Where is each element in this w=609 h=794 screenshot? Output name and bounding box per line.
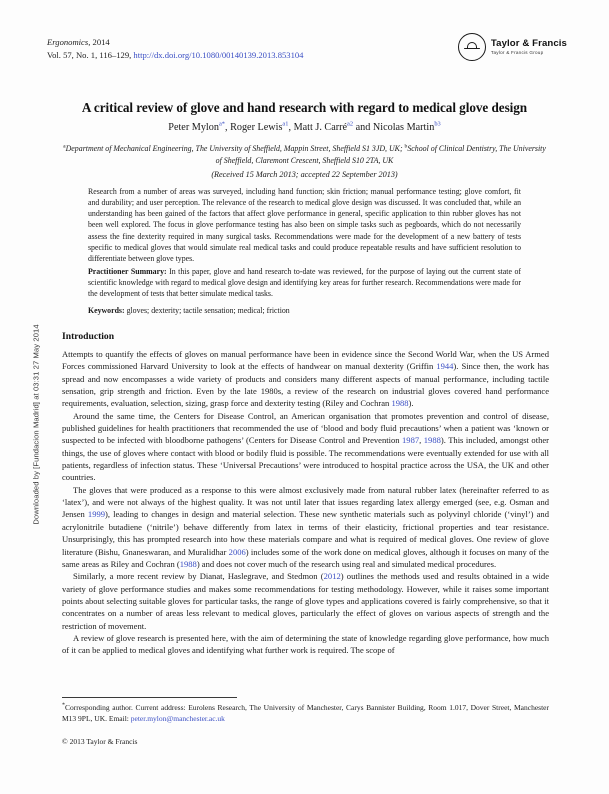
citation-link[interactable]: 1988 xyxy=(423,435,441,446)
citation-link[interactable]: 2012 xyxy=(323,571,341,582)
article-title: A critical review of glove and hand research with regard to medical glove design xyxy=(81,100,528,115)
author-affiliation-mark: a2 xyxy=(347,120,354,128)
body-paragraph: Attempts to quantify the effects of gloves on manual performance have been in evidence since the Second World War, when the US Armed Forces commissioned Harvard University to look at the effects of handwear on manual dexterity (Griffin 1944). Since then, the work has spread and now encompasses a wide variety of products and considers many different aspects of manual performance, including tactile sensation, grip strength and friction. Even by the late 1980s, a review of the research on industrial gloves covered hand performance requirements, evaluation, selection, sizing, grasp force and dexterity testing (Riley and Cochran 1988). xyxy=(62,349,549,409)
author-affiliation-mark: a* xyxy=(218,120,225,128)
copyright-line: © 2013 Taylor & Francis xyxy=(62,737,138,746)
citation-link[interactable]: 1988 xyxy=(391,398,409,409)
citation-link[interactable]: 1988 xyxy=(179,558,197,569)
author-name: Peter Mylon xyxy=(168,122,219,133)
doi-link[interactable]: http://dx.doi.org/10.1080/00140139.2013.853104 xyxy=(133,50,304,61)
journal-name: Ergonomics xyxy=(47,37,89,47)
introduction-body xyxy=(62,348,549,657)
abstract-text: Research from a number of areas was surveyed, including hand function; skin friction; manual performance testing; glove comfort, fit and durability; and user perception. The relevance of the research to medical glove design was discussed. It was concluded that, while an understanding has been gained of the factors that affect glove performance in general, specific application to thin rubber gloves has not been well explored. The focus in glove performance testing has also been on simple tasks such as pegboards, which do not necessarily assess the fine dexterity required in many surgical tasks. Recommendations were made for the development of a new battery of tests specific to medical gloves that would simulate real medical tasks and could produce repeatable results and have sufficient resolution to differentiate between glove types. xyxy=(88,187,521,263)
body-paragraph: The gloves that were produced as a response to this were almost exclusively made from natural rubber latex (hereinafter referred to as ‘latex’), and were not always of the highest quality. It was not until later that issues regarding latex allergy emerged (see, e.g. Osman and Jensen 1999), leading to changes in design and material selection. These new synthetic materials such as polyvinyl chloride (‘vinyl’) and acrylonitrile butadiene (‘nitrile’) behave differently from latex in terms of their elasticity, frictional properties and tear resistance. Unsurprisingly, this has prompted research into how these materials compare and what is required of medical gloves. One review of glove literature (Bishu, Gnaneswaran, and Muralidhar 2006) includes some of the work done on medical gloves, although it focuses on many of the same areas as Riley and Cochran (1988) and does not cover much of the research using real and simulated medical procedures. xyxy=(62,484,549,569)
author-name: Nicolas Martin xyxy=(372,122,435,133)
publisher-tagline: Taylor & Francis Group xyxy=(490,50,544,56)
keywords-text: gloves; dexterity; tactile sensation; medical; friction xyxy=(124,306,290,315)
abstract xyxy=(88,186,521,264)
journal-volume-line xyxy=(47,49,303,62)
publisher-wordmark xyxy=(491,39,567,56)
practitioner-summary xyxy=(88,266,521,299)
journal-year: , 2014 xyxy=(88,37,110,47)
affiliation-mark-a: a xyxy=(63,143,66,150)
affiliation-b: School of Clinical Dentistry, The University of Sheffield, Claremont Crescent, Sheffield S10 2TA, UK xyxy=(215,144,546,165)
download-stamp: Downloaded by [Fundacion Madrid] at 03:31 27 May 2014 xyxy=(31,324,41,525)
body-paragraph: A review of glove research is presented here, with the aim of determining the state of knowledge regarding glove performance, how much of it can be applied to medical gloves and identifying what further work is required. The scope of xyxy=(62,632,549,656)
journal-header xyxy=(47,36,303,62)
publisher-logo xyxy=(458,33,567,61)
author-affiliation-mark: a1 xyxy=(282,120,289,128)
journal-title-line xyxy=(47,36,303,49)
keywords xyxy=(88,305,521,316)
footnote-marker: * xyxy=(62,702,65,709)
taylor-francis-emblem-icon xyxy=(458,33,486,61)
author-name: Roger Lewis xyxy=(230,122,283,133)
citation-link[interactable]: 2006 xyxy=(228,546,246,557)
author-affiliation-mark: b3 xyxy=(434,120,441,128)
received-accepted-dates: (Received 15 March 2013; accepted 22 September 2013) xyxy=(211,170,398,179)
volume-issue-pages: Vol. 57, No. 1, 116–129, xyxy=(47,50,134,61)
practitioner-summary-label: Practitioner Summary: xyxy=(88,267,167,276)
corresponding-author-footnote xyxy=(62,703,549,725)
footnote-text: Corresponding author. Current address: Eurolens Research, The University of Manchester, Carys Bannister Building, Room 1.017, Dover Street, Manchester M13 9PL, UK. Email: xyxy=(62,703,549,723)
author-list: Peter Mylon$^{a*}$, Roger Lewis$^{a1}$, Matt J. Carré$^{a2}$ and Nicolas Martin$^{b3}$ xyxy=(168,120,441,133)
citation-link[interactable]: 1987 xyxy=(402,435,420,446)
section-heading-introduction: Introduction xyxy=(62,331,115,342)
publisher-name: Taylor & Francis xyxy=(490,37,567,49)
practitioner-summary-text: In this paper, glove and hand research to-date was reviewed, for the purpose of laying out the current state of scientific knowledge with regard to medical glove design and identifying key areas for further research. Recommendations were made for the development of tests that better simulate medical tasks. xyxy=(88,267,521,299)
keywords-label: Keywords: xyxy=(88,306,125,315)
body-paragraph: Around the same time, the Centers for Disease Control, an American organisation that promotes prevention and control of disease, published guidelines for health practitioners that recommended the use of ‘blood and body fluid precautions’ when a patient was ‘known or suspected to be infected with bloodborne pathogens’ (Centers for Disease Control and Prevention 1987, 1988). This included, amongst other things, the use of gloves where contact with blood or bodily fluid is possible. The recommendations were eventually extended for use with all patients, regardless of infection status. These ‘Universal Precautions’ were introduced to hospital practice across the USA, the UK and other countries. xyxy=(62,410,549,483)
affiliation-mark-b: b xyxy=(404,143,408,150)
footnote-divider xyxy=(62,697,237,698)
citation-link[interactable]: 1999 xyxy=(87,509,106,520)
body-paragraph: Similarly, a more recent review by Dianat, Haslegrave, and Stedmon (2012) outlines the methods used and results obtained in a wide variety of glove performance studies and makes some recommendations for testing methodology. However, while it raises some important points about selecting suitable gloves for particular tasks, the range of glove types and applications covered is fairly comprehensive, so that it concentrates on a number of areas less relevant to medical gloves, particularly the effect of gloves on various aspects of strength and the restriction of movement. xyxy=(62,571,549,631)
affiliation-a: Department of Mechanical Engineering, The University of Sheffield, Mappin Street, Sheffield S1 3JD, UK; xyxy=(65,144,405,153)
corresponding-author-email-link[interactable]: peter.mylon@manchester.ac.uk xyxy=(130,713,225,723)
affiliations xyxy=(62,143,547,166)
citation-link[interactable]: 1944 xyxy=(436,361,454,372)
author-name: Matt J. Carré xyxy=(293,122,348,133)
